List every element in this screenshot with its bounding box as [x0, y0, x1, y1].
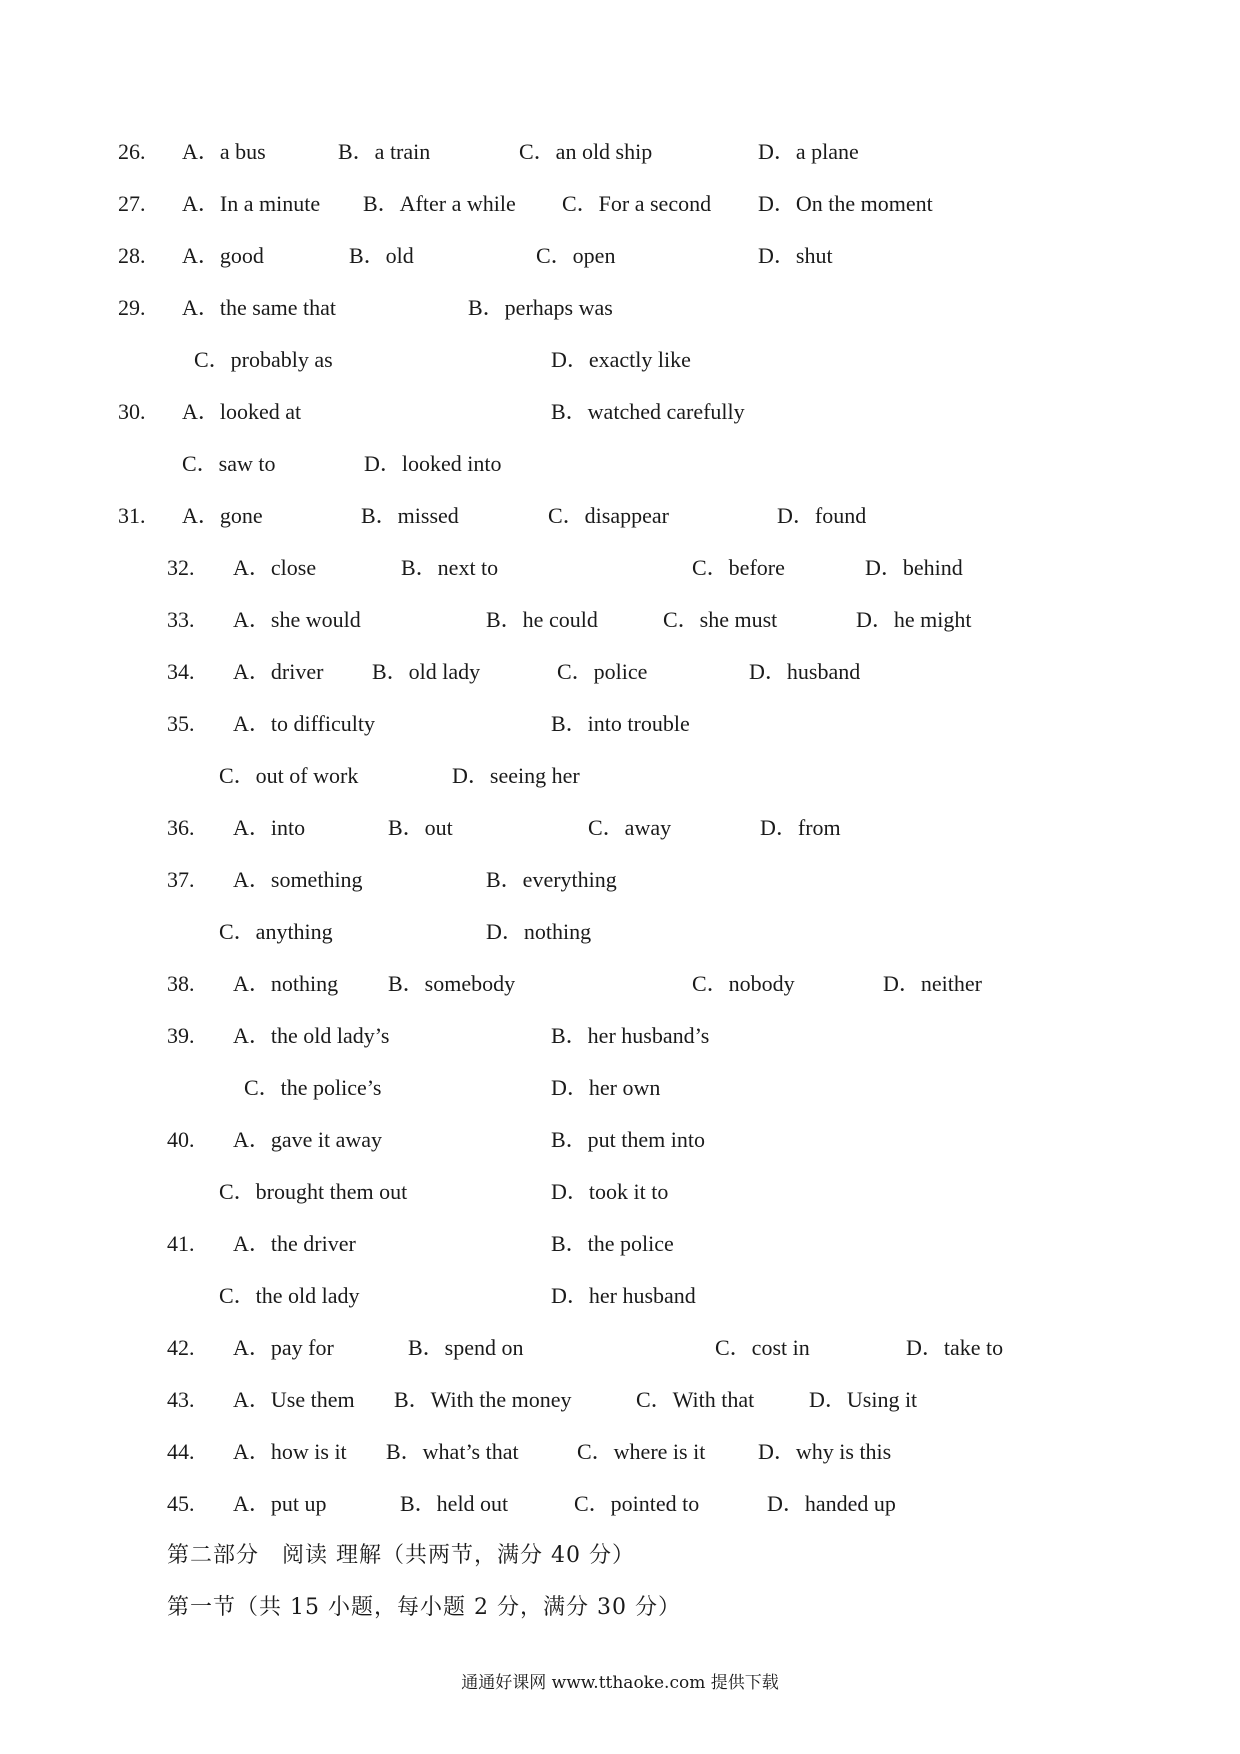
question-number: 34.	[167, 659, 195, 684]
question-number: 42.	[167, 1335, 195, 1360]
option-b: B．After a while	[363, 191, 516, 216]
option-b: B．old lady	[372, 659, 481, 684]
option-d: D．her own	[551, 1075, 661, 1100]
option-c: C．probably as	[194, 347, 333, 372]
option-a: A．Use them	[233, 1387, 355, 1412]
option-c: C．out of work	[219, 763, 359, 788]
option-a: A．into	[233, 815, 306, 840]
option-c: C．saw to	[182, 451, 276, 476]
option-c: C．brought them out	[219, 1179, 408, 1204]
question-number: 26.	[118, 139, 146, 164]
option-b: B．her husband’s	[551, 1023, 710, 1048]
question-number: 33.	[167, 607, 195, 632]
option-d: D．seeing her	[452, 763, 580, 788]
option-b: B．the police	[551, 1231, 674, 1256]
option-b: B．missed	[361, 503, 459, 528]
option-a: A．the driver	[233, 1231, 356, 1256]
option-d: D．her husband	[551, 1283, 696, 1308]
option-d: D．neither	[883, 971, 982, 996]
option-a: A．put up	[233, 1491, 327, 1516]
option-a: A．how is it	[233, 1439, 347, 1464]
question-number: 28.	[118, 243, 146, 268]
option-c: C．cost in	[715, 1335, 810, 1360]
option-b: B．a train	[338, 139, 431, 164]
option-a: A．nothing	[233, 971, 339, 996]
option-c: C．disappear	[548, 503, 669, 528]
option-d: D．exactly like	[551, 347, 691, 372]
question-number: 44.	[167, 1439, 195, 1464]
question-number: 40.	[167, 1127, 195, 1152]
option-d: D．handed up	[767, 1491, 896, 1516]
option-d: D．On the moment	[758, 191, 933, 216]
question-number: 39.	[167, 1023, 195, 1048]
option-d: D．nothing	[486, 919, 592, 944]
option-a: A．a bus	[182, 139, 266, 164]
option-d: D．Using it	[809, 1387, 918, 1412]
option-c: C．police	[557, 659, 648, 684]
option-b: B．old	[349, 243, 414, 268]
option-c: C．before	[692, 555, 785, 580]
option-c: C．pointed to	[574, 1491, 700, 1516]
option-a: A．the same that	[182, 295, 336, 320]
option-d: D．from	[760, 815, 841, 840]
option-b: B．watched carefully	[551, 399, 745, 424]
option-a: A．she would	[233, 607, 361, 632]
option-a: A．In a minute	[182, 191, 321, 216]
page-footer: 通通好课网 www.tthaoke.com 提供下载	[461, 1673, 779, 1693]
section-heading-1: 第一节（共 15 小题，每小题 2 分，满分 30 分）	[167, 1595, 681, 1620]
option-c: C．anything	[219, 919, 333, 944]
option-b: B．he could	[486, 607, 598, 632]
option-a: A．close	[233, 555, 317, 580]
option-c: C．she must	[663, 607, 778, 632]
option-c: C．open	[536, 243, 616, 268]
question-number: 29.	[118, 295, 146, 320]
option-c: C．nobody	[692, 971, 795, 996]
question-number: 30.	[118, 399, 146, 424]
option-b: B．With the money	[394, 1387, 572, 1412]
option-d: D．a plane	[758, 139, 859, 164]
option-b: B．out	[388, 815, 453, 840]
option-d: D．looked into	[364, 451, 502, 476]
section-heading-part2: 第二部分 阅读 理解（共两节，满分 40 分）	[167, 1543, 635, 1568]
option-b: B．everything	[486, 867, 617, 892]
option-c: C．where is it	[577, 1439, 706, 1464]
option-b: B．spend on	[408, 1335, 524, 1360]
option-c: C．away	[588, 815, 672, 840]
option-c: C．the police’s	[244, 1075, 382, 1100]
question-number: 43.	[167, 1387, 195, 1412]
option-d: D．took it to	[551, 1179, 669, 1204]
option-a: A．something	[233, 867, 363, 892]
question-number: 45.	[167, 1491, 195, 1516]
option-c: C．With that	[636, 1387, 755, 1412]
option-b: B．into trouble	[551, 711, 690, 736]
question-number: 32.	[167, 555, 195, 580]
option-b: B．what’s that	[386, 1439, 519, 1464]
option-a: A．to difficulty	[233, 711, 375, 736]
option-a: A．good	[182, 243, 264, 268]
question-number: 27.	[118, 191, 146, 216]
question-number: 35.	[167, 711, 195, 736]
option-d: D．found	[777, 503, 867, 528]
option-a: A．driver	[233, 659, 324, 684]
option-a: A．looked at	[182, 399, 302, 424]
question-number: 31.	[118, 503, 146, 528]
option-a: A．pay for	[233, 1335, 334, 1360]
option-d: D．behind	[865, 555, 963, 580]
option-b: B．put them into	[551, 1127, 706, 1152]
option-d: D．why is this	[758, 1439, 892, 1464]
option-c: C．For a second	[562, 191, 712, 216]
option-a: A．gone	[182, 503, 263, 528]
question-number: 37.	[167, 867, 195, 892]
option-c: C．the old lady	[219, 1283, 360, 1308]
option-b: B．next to	[401, 555, 499, 580]
question-number: 41.	[167, 1231, 195, 1256]
question-number: 38.	[167, 971, 195, 996]
option-b: B．somebody	[388, 971, 516, 996]
option-c: C．an old ship	[519, 139, 653, 164]
option-d: D．husband	[749, 659, 861, 684]
option-d: D．he might	[856, 607, 972, 632]
option-a: A．the old lady’s	[233, 1023, 390, 1048]
option-b: B．held out	[400, 1491, 509, 1516]
option-d: D．shut	[758, 243, 833, 268]
option-d: D．take to	[906, 1335, 1004, 1360]
option-b: B．perhaps was	[468, 295, 613, 320]
option-a: A．gave it away	[233, 1127, 383, 1152]
question-number: 36.	[167, 815, 195, 840]
